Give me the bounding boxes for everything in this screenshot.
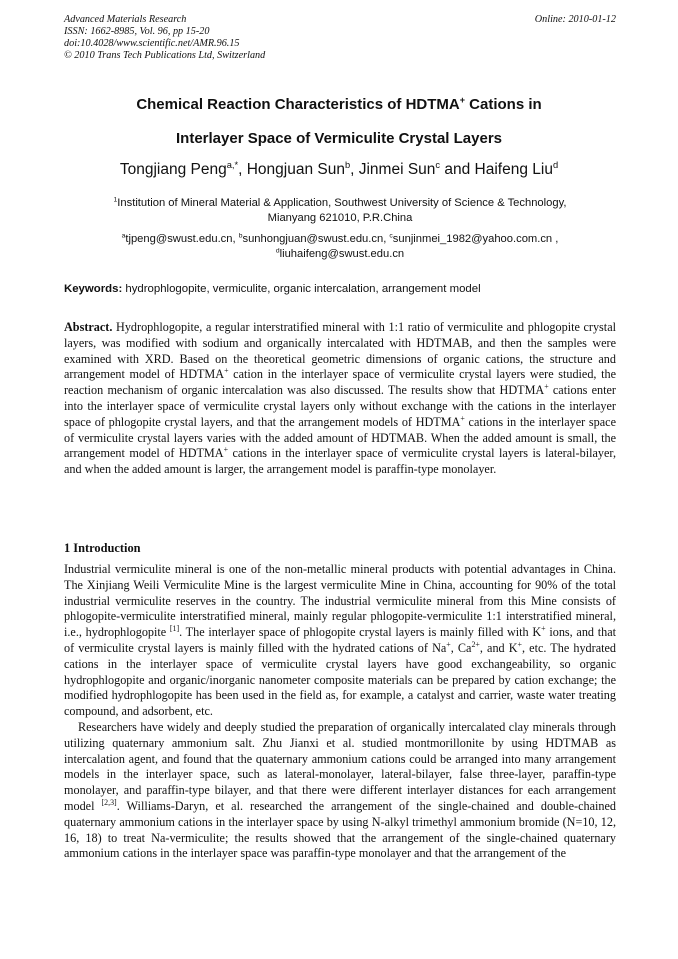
copyright-line: © 2010 Trans Tech Publications Ltd, Switzerland: [64, 50, 266, 61]
author-list: Tongjiang Peng$^{a,*}$, Hongjuan Sun$^b$, Jinmei Sun$^c$ and Haifeng Liu$^d$: [119, 159, 559, 178]
issn-line: ISSN: 1662-8985, Vol. 96, pp 15-20: [64, 26, 210, 37]
title-line-2: Interlayer Space of Vermiculite Crystal Layers: [176, 130, 502, 147]
title-line-1: Chemical Reaction Characteristics of HDTMA+ Cations in: [136, 95, 542, 113]
keywords: [64, 283, 616, 295]
doi-line: doi:10.4028/www.scientific.net/AMR.96.15: [64, 38, 240, 49]
paragraph: Researchers have widely and deeply studied the preparation of organically intercalated clay minerals through utilizing quaternary ammonium salt. Zhu Jianxi et al. studied montmorillonite by using HDTMAB as intercalation agent, and found that the quaternary ammonium cations could be arranged into many arrangement models in the interlayer space, such as lateral-monolayer, lateral-bilayer, false three-layer, paraffin-type monolayer, and paraffin-type bilayer, and that there were different interlayer distances for each arrangement model [2,3]. Williams-Daryn, et al. researched the arrangement of the single-chained and double-chained quaternary ammonium cations in the interlayer space by using N-alkyl trimethyl ammonium bromide (N=10, 12, 16, 18) to treat Na-vermiculite; the results showed that the arrangement of the single-chained quaternary ammonium cations in the interlayer space was paraffin-type monolayer and that the arrangement of the: [64, 719, 616, 861]
section-body: [64, 562, 616, 862]
abstract-label: Abstract.: [64, 320, 113, 334]
author-emails: $^a$tjpeng@swust.edu.cn, $^b$sunhongjuan@swust.edu.cn, $^c$sunjinmei_1982@yahoo.com.cn , $^d$liuhaifeng@swust.edu.cn: [121, 232, 559, 260]
running-header: [64, 14, 616, 62]
affiliation: $^1$Institution of Mineral Material & Application, Southwest University of Science & Technology, Mianyang 621010, P.R.China: [113, 196, 567, 224]
keywords-label: Keywords:: [64, 283, 123, 295]
journal-name: Advanced Materials Research: [64, 14, 187, 25]
keywords-text: hydrophlogopite, vermiculite, organic intercalation, arrangement model: [122, 283, 481, 295]
paragraph: Industrial vermiculite mineral is one of the non-metallic mineral products with potential advantages in China. The Xinjiang Weili Vermiculite Mine is the largest vermiculite Mine in China, accounting for 90% of the total industrial vermiculite reserves in the country. The industrial vermiculite mineral from this Mine consists of phlogopite-vermiculite interstratified mineral, mainly regular phlogopite-vermiculite 1:1 interstratified mineral, i.e., hydrophlogopite [1]. The interlayer space of phlogopite crystal layers is mainly filled with K+ ions, and that of vermiculite crystal layers is mainly filled with the hydrated cations of Na+, $Ca^{2+}$, and K+, etc. The hydrated cations in the interlayer space of vermiculite crystal layers have good exchangeability, so organic hydrophlogopite and organic/inorganic nanometer composite materials can be prepared by cation exchange; the modified hydrophlogopite has been used in the field as, for example, a catalyst and carrier, waste water treating compound, and adsorbent, etc.: [64, 562, 616, 719]
section-heading: 1 Introduction: [64, 541, 141, 555]
abstract: Abstract. Hydrophlogopite, a regular interstratified mineral with 1:1 ratio of vermiculite and phlogopite crystal layers, was modified with sodium and organically intercalated with HDTMAB, and then the samples were examined with XRD. Based on the theoretical geometric dimensions of organic cations, the structure and arrangement model of HDTMA+ cation in the interlayer space of vermiculite crystal layers were studied, the reaction mechanism of organic intercalation was also discussed. The results show that HDTMA+ cations enter into the interlayer space of vermiculite crystal layers only without exchange with the cations in the interlayer space of phlogopite crystal layers, and that the arrangement models of HDTMA+ cations in the interlayer space of vermiculite crystal layers varies with the added amount of HDTMAB. When the added amount is small, the arrangement model of HDTMA+ cations in the interlayer space of vermiculite crystal layers is lateral-bilayer, and when the added amount is larger, the arrangement model is paraffin-type monolayer.: [64, 320, 617, 477]
online-date: Online: 2010-01-12: [534, 14, 616, 25]
paper-title: [0, 88, 678, 156]
